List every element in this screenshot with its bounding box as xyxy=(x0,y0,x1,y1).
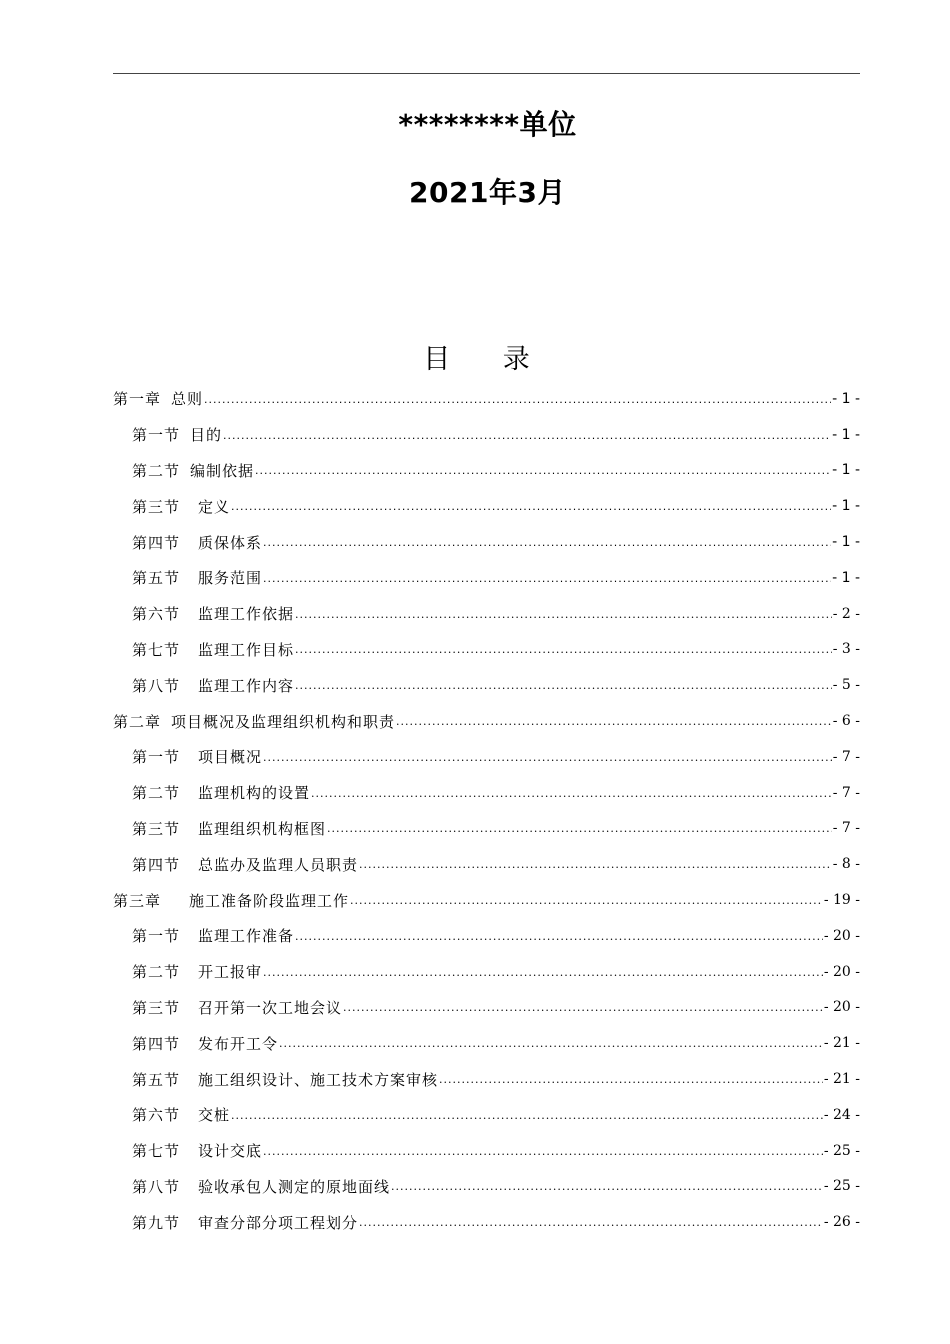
toc-entry-text: 交桩 xyxy=(198,1106,231,1125)
toc-entry-number: 第一节 xyxy=(132,426,181,445)
toc-entry-page: - 3 - xyxy=(832,641,860,658)
toc-entry-number: 第四节 xyxy=(132,533,181,552)
toc-entry-page: - 25 - xyxy=(823,1142,860,1159)
toc-leader-dots xyxy=(439,1073,823,1097)
toc-leader-dots xyxy=(263,572,831,596)
toc-entry-page: - 2 - xyxy=(832,605,860,622)
toc-entry-text: 施工组织设计、施工技术方案审核 xyxy=(198,1070,439,1089)
toc-entry-page: - 20 - xyxy=(823,963,860,980)
toc-entry-page: - 6 - xyxy=(832,713,860,730)
toc-entry-number: 第六节 xyxy=(132,1106,181,1125)
toc-entry-page: - 21 - xyxy=(823,1071,860,1088)
toc-entry-text: 质保体系 xyxy=(198,533,263,552)
toc-entry-text: 验收承包人测定的原地面线 xyxy=(198,1177,391,1196)
toc-entry-section[interactable] xyxy=(113,775,860,811)
toc-entry-page: - 7 - xyxy=(832,784,860,801)
toc-entry-number: 第一节 xyxy=(132,748,181,767)
toc-entry-number: 第六节 xyxy=(132,605,181,624)
toc-leader-dots xyxy=(327,822,832,846)
toc-entry-text: 项目概况 xyxy=(198,748,263,767)
toc-entry-section[interactable] xyxy=(113,1097,860,1133)
toc-entry-section[interactable] xyxy=(113,990,860,1026)
toc-entry-text: 监理组织机构框图 xyxy=(198,819,327,838)
toc-leader-dots xyxy=(223,429,831,453)
toc-entry-number: 第一节 xyxy=(132,927,181,946)
toc-entry-section[interactable] xyxy=(113,524,860,560)
toc-entry-number: 第五节 xyxy=(132,569,181,588)
toc-entry-text: 监理工作依据 xyxy=(198,605,295,624)
toc-entry-text: 开工报审 xyxy=(198,963,263,982)
toc-entry-number: 第三节 xyxy=(132,497,181,516)
toc-entry-section[interactable] xyxy=(113,846,860,882)
toc-entry-number: 第七节 xyxy=(132,640,181,659)
toc-entry-page: - 1 - xyxy=(832,426,860,443)
toc-leader-dots xyxy=(396,715,832,739)
toc-entry-number: 第三节 xyxy=(132,819,181,838)
toc-entry-text: 总则 xyxy=(171,390,204,409)
toc-entry-text: 编制依据 xyxy=(190,461,255,480)
document-date: 2021年3月 xyxy=(409,176,566,209)
toc-entry-text: 服务范围 xyxy=(198,569,263,588)
toc-entry-number: 第三节 xyxy=(132,998,181,1017)
toc-entry-number: 第五节 xyxy=(132,1070,181,1089)
toc-entry-section[interactable] xyxy=(113,954,860,990)
toc-entry-page: - 7 - xyxy=(832,748,860,765)
toc-leader-dots xyxy=(295,608,832,632)
toc-entry-chapter[interactable] xyxy=(113,703,860,739)
toc-entry-section[interactable] xyxy=(113,918,860,954)
toc-entry-text: 监理工作内容 xyxy=(198,676,295,695)
toc-entry-number: 第二节 xyxy=(132,963,181,982)
toc-leader-dots xyxy=(350,894,823,918)
toc-entry-number: 第四节 xyxy=(132,855,181,874)
toc-entry-text: 监理机构的设置 xyxy=(198,784,311,803)
toc-leader-dots xyxy=(263,1145,823,1169)
toc-entry-text: 目的 xyxy=(190,426,223,445)
toc-leader-dots xyxy=(359,1216,823,1240)
toc-entry-text: 总监办及监理人员职责 xyxy=(198,855,359,874)
header-rule xyxy=(113,73,860,74)
toc-leader-dots xyxy=(279,1037,823,1061)
toc-entry-section[interactable] xyxy=(113,453,860,489)
toc-entry-text: 审查分部分项工程划分 xyxy=(198,1213,359,1232)
toc-entry-section[interactable] xyxy=(113,1204,860,1240)
toc-entry-page: - 19 - xyxy=(823,892,860,909)
toc-entry-number: 第九节 xyxy=(132,1213,181,1232)
toc-leader-dots xyxy=(343,1001,823,1025)
toc-leader-dots xyxy=(391,1180,823,1204)
toc-entry-text: 发布开工令 xyxy=(198,1034,279,1053)
toc-entry-page: - 24 - xyxy=(823,1106,860,1123)
toc-entry-text: 项目概况及监理组织机构和职责 xyxy=(171,712,396,731)
toc-entry-section[interactable] xyxy=(113,739,860,775)
toc-entry-page: - 20 - xyxy=(823,999,860,1016)
toc-entry-page: - 25 - xyxy=(823,1178,860,1195)
toc-entry-section[interactable] xyxy=(113,811,860,847)
toc-entry-number: 第八节 xyxy=(132,676,181,695)
toc-entry-page: - 1 - xyxy=(832,569,860,586)
toc-entry-section[interactable] xyxy=(113,1061,860,1097)
toc-entry-chapter[interactable] xyxy=(113,882,860,918)
toc-entry-number: 第四节 xyxy=(132,1034,181,1053)
toc-entry-chapter[interactable] xyxy=(113,381,860,417)
toc-entry-text: 施工准备阶段监理工作 xyxy=(189,891,350,910)
toc-entry-section[interactable] xyxy=(113,667,860,703)
toc-entry-section[interactable] xyxy=(113,560,860,596)
table-of-contents xyxy=(113,381,860,1240)
toc-entry-page: - 5 - xyxy=(832,677,860,694)
toc-entry-number: 第八节 xyxy=(132,1177,181,1196)
toc-entry-page: - 7 - xyxy=(832,820,860,837)
toc-leader-dots xyxy=(295,930,823,954)
toc-entry-number: 第二节 xyxy=(132,784,181,803)
toc-entry-section[interactable] xyxy=(113,596,860,632)
toc-entry-page: - 1 - xyxy=(832,390,860,407)
toc-leader-dots xyxy=(231,500,831,524)
toc-leader-dots xyxy=(311,787,832,811)
toc-leader-dots xyxy=(295,679,832,703)
toc-entry-text: 监理工作准备 xyxy=(198,927,295,946)
toc-entry-page: - 8 - xyxy=(832,856,860,873)
toc-entry-text: 定义 xyxy=(198,497,231,516)
toc-entry-text: 设计交底 xyxy=(198,1142,263,1161)
toc-leader-dots xyxy=(231,1109,823,1133)
toc-entry-number: 第七节 xyxy=(132,1142,181,1161)
toc-leader-dots xyxy=(295,643,832,667)
toc-leader-dots xyxy=(255,464,831,488)
toc-title: 目 录 xyxy=(423,344,552,375)
toc-entry-section[interactable] xyxy=(113,1025,860,1061)
toc-entry-page: - 1 - xyxy=(832,462,860,479)
toc-entry-section[interactable] xyxy=(113,1169,860,1205)
toc-entry-page: - 1 - xyxy=(832,534,860,551)
toc-leader-dots xyxy=(359,858,832,882)
toc-leader-dots xyxy=(204,393,831,417)
unit-name: ********单位 xyxy=(398,108,577,141)
toc-entry-number: 第一章 xyxy=(113,390,162,409)
toc-entry-page: - 21 - xyxy=(823,1035,860,1052)
toc-entry-page: - 1 - xyxy=(832,498,860,515)
toc-entry-text: 召开第一次工地会议 xyxy=(198,998,343,1017)
toc-entry-number: 第二节 xyxy=(132,461,181,480)
toc-entry-text: 监理工作目标 xyxy=(198,640,295,659)
toc-entry-section[interactable] xyxy=(113,488,860,524)
toc-entry-number: 第二章 xyxy=(113,712,162,731)
toc-entry-page: - 20 - xyxy=(823,927,860,944)
toc-leader-dots xyxy=(263,966,823,990)
toc-leader-dots xyxy=(263,751,832,775)
toc-entry-section[interactable] xyxy=(113,417,860,453)
toc-leader-dots xyxy=(263,536,831,560)
toc-entry-page: - 26 - xyxy=(823,1214,860,1231)
toc-entry-section[interactable] xyxy=(113,1133,860,1169)
toc-entry-number: 第三章 xyxy=(113,891,162,910)
toc-entry-section[interactable] xyxy=(113,632,860,668)
